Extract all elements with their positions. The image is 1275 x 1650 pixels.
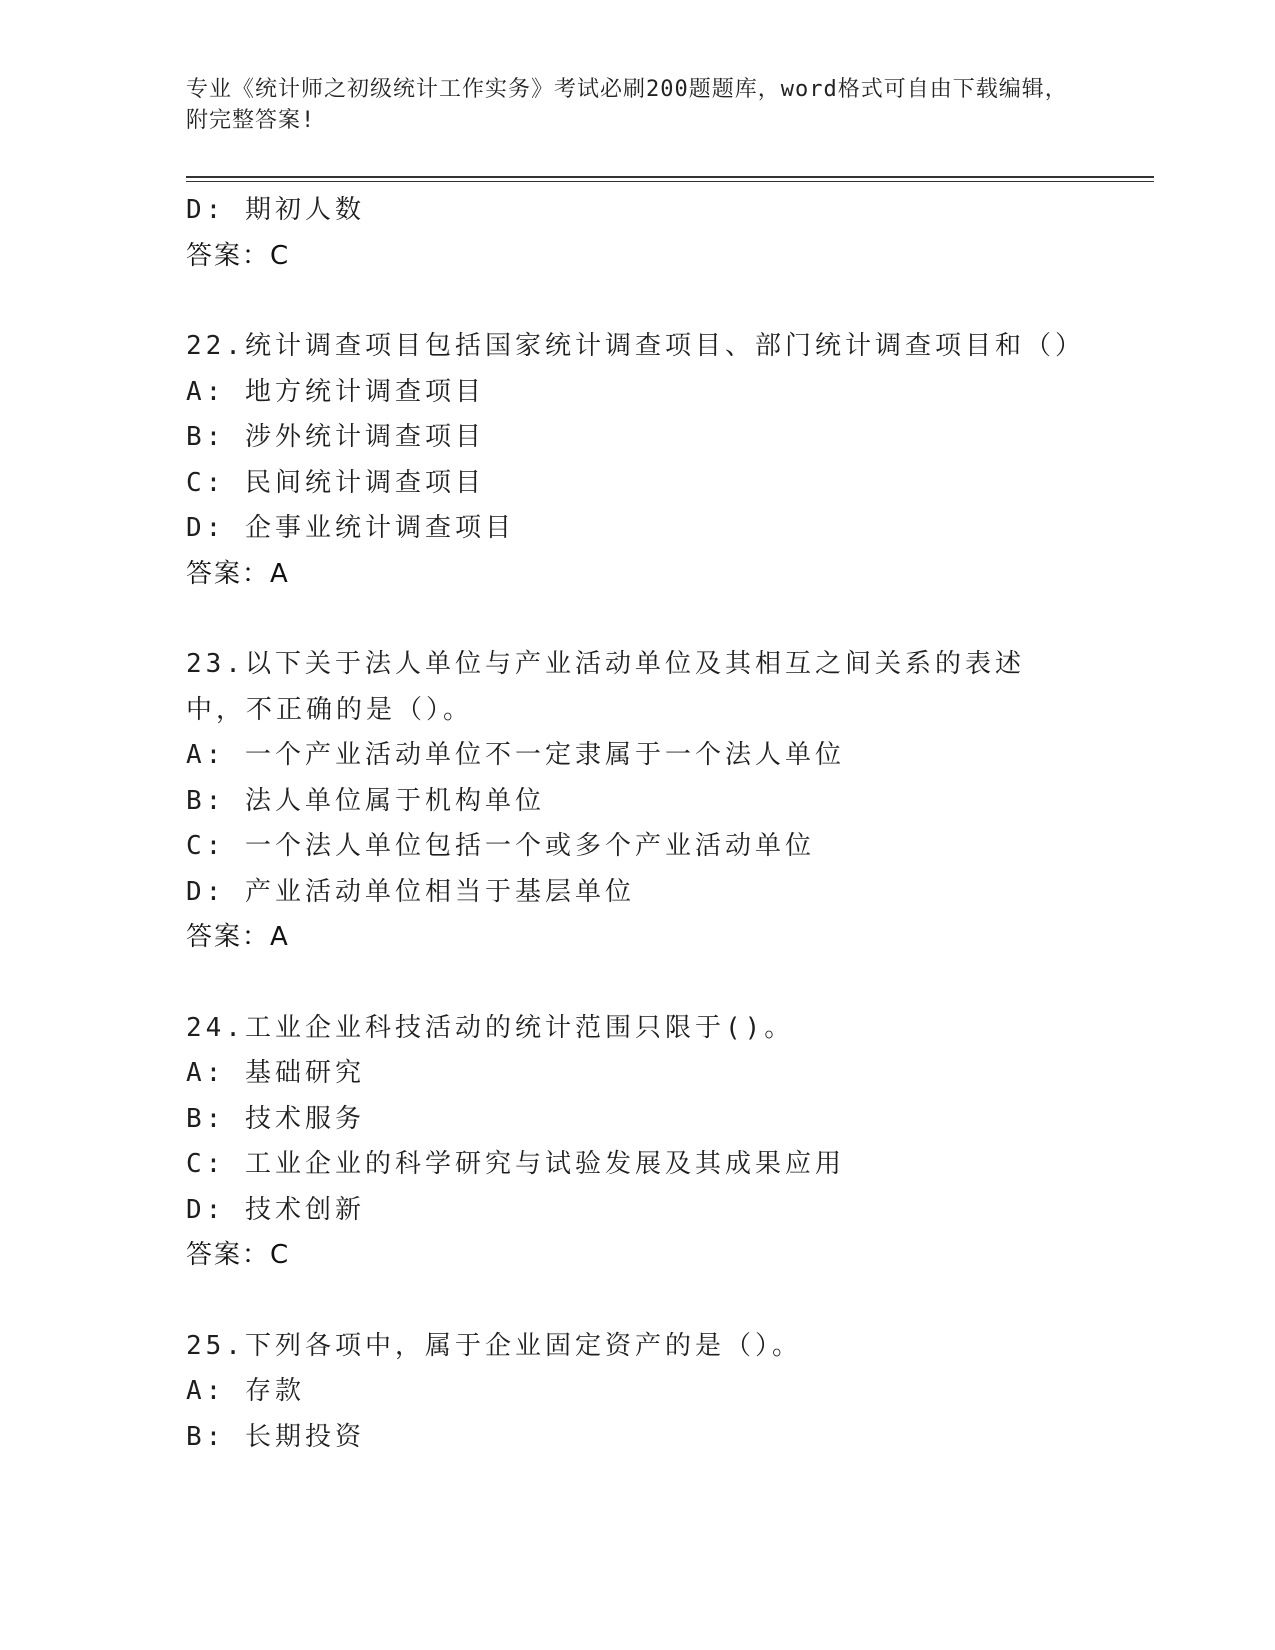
option-b: B: 涉外统计调查项目	[186, 422, 485, 452]
question-23	[186, 642, 1086, 961]
question-22	[186, 324, 1086, 597]
option-c: C: 工业企业的科学研究与试验发展及其成果应用	[186, 1149, 845, 1179]
option-c: C: 一个法人单位包括一个或多个产业活动单位	[186, 831, 815, 861]
option-d: D: 技术创新	[186, 1194, 365, 1225]
question-stem: 23.以下关于法人单位与产业活动单位及其相互之间关系的表述中，不正确的是（）。	[186, 649, 1025, 725]
answer-line: 答案：A	[186, 922, 290, 952]
option-a: A: 基础研究	[186, 1058, 365, 1088]
question-list	[186, 188, 1086, 1460]
question-stem: 24.工业企业科技活动的统计范围只限于()。	[186, 1012, 795, 1043]
option-a: A: 存款	[186, 1376, 305, 1406]
option-a: A: 地方统计调查项目	[186, 376, 485, 407]
question-stem: 22.统计调查项目包括国家统计调查项目、部门统计调查项目和（）	[186, 331, 1085, 361]
option-d: D: 期初人数	[186, 195, 365, 225]
option-d: D: 企事业统计调查项目	[186, 513, 515, 543]
answer-line: 答案：C	[186, 1240, 291, 1270]
question-stem: 25.下列各项中，属于企业固定资产的是（）。	[186, 1330, 802, 1361]
option-d: D: 产业活动单位相当于基层单位	[186, 876, 635, 907]
option-b: B: 长期投资	[186, 1421, 365, 1452]
answer-line: 答案：A	[186, 558, 290, 589]
header-divider-thin	[186, 181, 1154, 182]
header-divider	[186, 176, 1154, 178]
option-b: B: 法人单位属于机构单位	[186, 785, 545, 816]
option-c: C: 民间统计调查项目	[186, 467, 485, 498]
answer-line: 答案：C	[186, 240, 291, 271]
question-24	[186, 1006, 1086, 1279]
question-25	[186, 1324, 1086, 1461]
option-a: A: 一个产业活动单位不一定隶属于一个法人单位	[186, 740, 845, 770]
option-b: B: 技术服务	[186, 1103, 365, 1134]
page-header: 专业《统计师之初级统计工作实务》考试必刷200题题库，word格式可自由下载编辑，附完整答案!	[186, 77, 1068, 133]
